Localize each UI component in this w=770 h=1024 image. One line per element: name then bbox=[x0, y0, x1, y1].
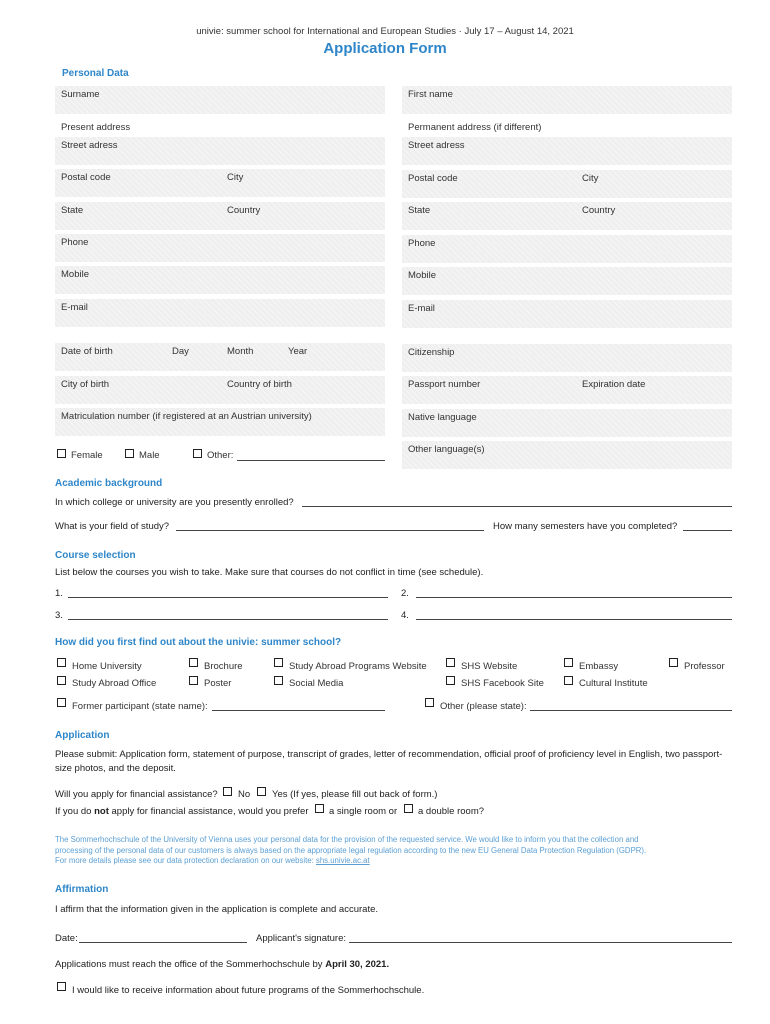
permanent-postal-city-field[interactable] bbox=[402, 170, 732, 198]
privacy-line-3-text: For more details please see our data protection declaration on our website: bbox=[55, 856, 314, 865]
permanent-phone-field[interactable] bbox=[402, 235, 732, 263]
other-source-label: Other (please state): bbox=[440, 701, 527, 712]
first-name-field[interactable] bbox=[402, 86, 732, 114]
section-affirmation: Affirmation bbox=[55, 884, 109, 895]
future-programs-label: I would like to receive information about future programs of the Sommerhochschule. bbox=[72, 985, 425, 996]
first-name-label: First name bbox=[408, 89, 453, 100]
privacy-line-1: The Sommerhochschule of the University of Vienna uses your personal data for the provision of the requested service. We would like to inform you that the collection and bbox=[55, 835, 639, 844]
social-media-checkbox[interactable] bbox=[274, 676, 283, 685]
country-of-birth-label: Country of birth bbox=[227, 379, 292, 390]
section-academic-background: Academic background bbox=[55, 478, 163, 489]
room-question-post: apply for financial assistance, would you prefer bbox=[108, 806, 309, 817]
month-label: Month bbox=[227, 346, 254, 357]
present-mobile-field[interactable] bbox=[55, 266, 385, 294]
permanent-mobile-label: Mobile bbox=[408, 270, 436, 281]
other-gender-input[interactable] bbox=[237, 460, 385, 461]
website-link[interactable]: shs.univie.ac.at bbox=[315, 856, 370, 865]
course-number-3: 3. bbox=[55, 610, 63, 621]
semesters-input[interactable] bbox=[683, 530, 732, 531]
former-participant-input[interactable] bbox=[212, 710, 385, 711]
postal-code-label: Postal code bbox=[61, 172, 111, 183]
shs-facebook-label: SHS Facebook Site bbox=[461, 678, 544, 689]
study-abroad-office-checkbox[interactable] bbox=[57, 676, 66, 685]
city-of-birth-label: City of birth bbox=[61, 379, 110, 390]
country-label: Country bbox=[227, 205, 261, 216]
present-street-field[interactable] bbox=[55, 137, 385, 165]
permanent-postal-code-label: Postal code bbox=[408, 173, 458, 184]
other-source-checkbox[interactable] bbox=[425, 698, 434, 707]
section-application: Application bbox=[55, 730, 110, 741]
course-number-4: 4. bbox=[401, 610, 409, 621]
submit-instructions: Please submit: Application form, statement of purpose, transcript of grades, letter of recommendation, official proof of proficiency level in English, two passport-size photos, and the deposit. bbox=[55, 749, 723, 774]
day-label: Day bbox=[172, 346, 189, 357]
home-university-checkbox[interactable] bbox=[57, 658, 66, 667]
date-of-birth-field[interactable] bbox=[55, 343, 385, 371]
matriculation-label: Matriculation number (if registered at an Austrian university) bbox=[61, 411, 312, 422]
section-course-selection: Course selection bbox=[55, 550, 136, 561]
shs-website-label: SHS Website bbox=[461, 661, 518, 672]
brochure-label: Brochure bbox=[204, 661, 243, 672]
permanent-street-field[interactable] bbox=[402, 137, 732, 165]
professor-label: Professor bbox=[684, 661, 725, 672]
female-checkbox[interactable] bbox=[57, 449, 66, 458]
semesters-question: How many semesters have you completed? bbox=[493, 521, 678, 532]
future-programs-checkbox[interactable] bbox=[57, 982, 66, 991]
course-4-input[interactable] bbox=[416, 619, 732, 620]
financial-no-checkbox[interactable] bbox=[223, 787, 232, 796]
course-1-input[interactable] bbox=[68, 597, 388, 598]
embassy-label: Embassy bbox=[579, 661, 619, 672]
permanent-email-label: E-mail bbox=[408, 303, 435, 314]
course-number-1: 1. bbox=[55, 588, 63, 599]
present-street-label: Street adress bbox=[61, 140, 118, 151]
deadline-date: April 30, 2021. bbox=[325, 959, 390, 970]
section-personal-data: Personal Data bbox=[62, 68, 129, 79]
study-abroad-office-label: Study Abroad Office bbox=[72, 678, 157, 689]
mobile-label: Mobile bbox=[61, 269, 89, 280]
email-label: E-mail bbox=[61, 302, 88, 313]
phone-label: Phone bbox=[61, 237, 89, 248]
study-abroad-website-label: Study Abroad Programs Website bbox=[289, 661, 427, 672]
double-room-label: a double room? bbox=[418, 806, 485, 817]
home-university-label: Home University bbox=[72, 661, 142, 672]
permanent-state-country-field[interactable] bbox=[402, 202, 732, 230]
permanent-mobile-field[interactable] bbox=[402, 267, 732, 295]
financial-assistance-question: Will you apply for financial assistance? bbox=[55, 789, 218, 800]
state-label: State bbox=[61, 205, 84, 216]
date-label: Date: bbox=[55, 933, 78, 944]
single-room-label: a single room or bbox=[329, 806, 398, 817]
female-label: Female bbox=[71, 450, 103, 461]
course-3-input[interactable] bbox=[68, 619, 388, 620]
birthplace-field[interactable] bbox=[55, 376, 385, 404]
college-question: In which college or university are you presently enrolled? bbox=[55, 497, 294, 508]
course-number-2: 2. bbox=[401, 588, 409, 599]
permanent-state-label: State bbox=[408, 205, 431, 216]
expiration-date-label: Expiration date bbox=[582, 379, 646, 390]
cultural-institute-checkbox[interactable] bbox=[564, 676, 573, 685]
former-participant-checkbox[interactable] bbox=[57, 698, 66, 707]
double-room-checkbox[interactable] bbox=[404, 804, 413, 813]
privacy-notice bbox=[55, 835, 735, 867]
other-gender-label: Other: bbox=[207, 450, 234, 461]
field-of-study-question: What is your field of study? bbox=[55, 521, 170, 532]
citizenship-label: Citizenship bbox=[408, 347, 455, 358]
single-room-checkbox[interactable] bbox=[315, 804, 324, 813]
affirmation-statement: I affirm that the information given in the application is complete and accurate. bbox=[55, 904, 379, 915]
date-of-birth-label: Date of birth bbox=[61, 346, 113, 357]
social-media-label: Social Media bbox=[289, 678, 344, 689]
privacy-line-3 bbox=[55, 856, 735, 867]
former-participant-label: Former participant (state name): bbox=[72, 701, 208, 712]
other-languages-field[interactable] bbox=[402, 441, 732, 469]
present-postal-city-field[interactable] bbox=[55, 169, 385, 197]
citizenship-field[interactable] bbox=[402, 344, 732, 372]
privacy-line-2: processing of the personal data of our customers is always based on the appropriate legal regulation according to the new EU General Data Protection Regulation (GDPR). bbox=[55, 845, 647, 855]
present-phone-field[interactable] bbox=[55, 234, 385, 262]
permanent-email-field[interactable] bbox=[402, 300, 732, 328]
course-instruction: List below the courses you wish to take. Make sure that courses do not conflict in time (see schedule). bbox=[55, 567, 484, 578]
passport-number-label: Passport number bbox=[408, 379, 481, 390]
surname-label: Surname bbox=[61, 89, 100, 100]
page-title: Application Form bbox=[323, 40, 447, 57]
financial-yes-checkbox[interactable] bbox=[257, 787, 266, 796]
date-input[interactable] bbox=[79, 942, 247, 943]
deadline-notice bbox=[55, 959, 389, 970]
shs-facebook-checkbox[interactable] bbox=[446, 676, 455, 685]
male-checkbox[interactable] bbox=[125, 449, 134, 458]
poster-checkbox[interactable] bbox=[189, 676, 198, 685]
course-2-input[interactable] bbox=[416, 597, 732, 598]
native-language-field[interactable] bbox=[402, 409, 732, 437]
deadline-text: Applications must reach the office of the Sommerhochschule by bbox=[55, 959, 326, 970]
room-question-pre: If you do bbox=[55, 806, 95, 817]
matriculation-field[interactable] bbox=[55, 408, 385, 436]
male-label: Male bbox=[139, 450, 160, 461]
signature-label: Applicant's signature: bbox=[256, 933, 347, 944]
surname-field[interactable] bbox=[55, 86, 385, 114]
brochure-checkbox[interactable] bbox=[189, 658, 198, 667]
professor-checkbox[interactable] bbox=[669, 658, 678, 667]
passport-field[interactable] bbox=[402, 376, 732, 404]
room-question-not: not bbox=[94, 806, 109, 817]
college-input[interactable] bbox=[302, 506, 732, 507]
study-abroad-website-checkbox[interactable] bbox=[274, 658, 283, 667]
permanent-address-label: Permanent address (if different) bbox=[408, 122, 542, 133]
year-label: Year bbox=[288, 346, 308, 357]
financial-yes-label: Yes (If yes, please fill out back of form.) bbox=[272, 789, 438, 800]
poster-label: Poster bbox=[204, 678, 232, 689]
section-referral-source: How did you first find out about the univie: summer school? bbox=[55, 637, 342, 648]
other-languages-label: Other language(s) bbox=[408, 444, 485, 455]
header-subtitle: univie: summer school for International and European Studies · July 17 – August 14, 2021 bbox=[196, 26, 574, 37]
cultural-institute-label: Cultural Institute bbox=[579, 678, 648, 689]
shs-website-checkbox[interactable] bbox=[446, 658, 455, 667]
native-language-label: Native language bbox=[408, 412, 477, 423]
permanent-street-label: Street adress bbox=[408, 140, 465, 151]
permanent-country-label: Country bbox=[582, 205, 616, 216]
present-address-label: Present address bbox=[61, 122, 131, 133]
permanent-city-label: City bbox=[582, 173, 599, 184]
signature-input[interactable] bbox=[349, 942, 732, 943]
field-of-study-input[interactable] bbox=[176, 530, 484, 531]
financial-no-label: No bbox=[238, 789, 251, 800]
city-label: City bbox=[227, 172, 244, 183]
present-state-country-field[interactable] bbox=[55, 202, 385, 230]
other-gender-checkbox[interactable] bbox=[193, 449, 202, 458]
room-preference-question bbox=[55, 806, 308, 817]
permanent-phone-label: Phone bbox=[408, 238, 436, 249]
present-email-field[interactable] bbox=[55, 299, 385, 327]
embassy-checkbox[interactable] bbox=[564, 658, 573, 667]
other-source-input[interactable] bbox=[530, 710, 732, 711]
